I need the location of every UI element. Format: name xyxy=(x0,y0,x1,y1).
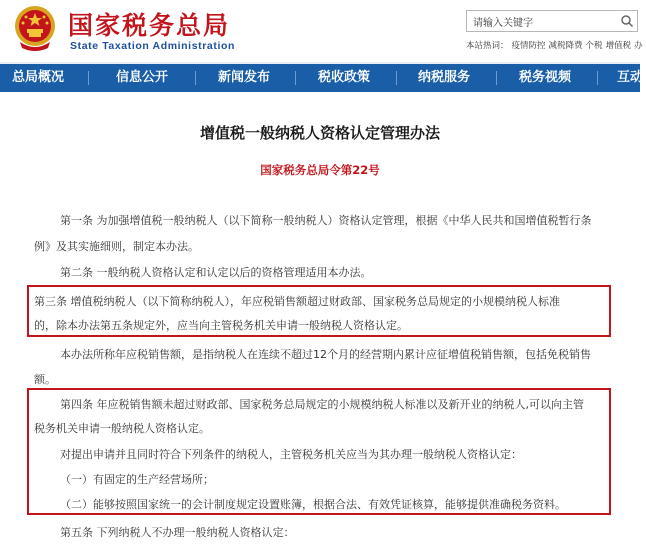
hot-word-link[interactable]: 疫情防控 xyxy=(511,41,546,51)
article-line: 本办法所称年应税销售额，是指纳税人在连续不超过12个月的经营期内累计应征增值税销售额，包括免税销售 xyxy=(60,348,591,361)
nav-divider xyxy=(597,71,598,85)
article-line: 额。 xyxy=(34,373,56,386)
nav-divider xyxy=(496,71,497,85)
hot-words xyxy=(466,39,646,51)
article-line: 第一条 为加强增值税一般纳税人（以下简称一般纳税人）资格认定管理，根据《中华人民共和国增值税暂行条 xyxy=(60,214,592,227)
article-line: （二）能够按照国家统一的会计制度规定设置账簿，根据合法、有效凭证核算，能够提供准确税务资料。 xyxy=(60,498,566,511)
article-line: 的，除本办法第五条规定外，应当向主管税务机关申请一般纳税人资格认定。 xyxy=(34,319,408,332)
site-title[interactable]: 国家税务总局 xyxy=(68,11,231,40)
article-line: 第四条 年应税销售额未超过财政部、国家税务总局规定的小规模纳税人标准以及新开业的纳税人,可以向主管 xyxy=(60,398,584,411)
nav-divider xyxy=(195,71,196,85)
main-nav xyxy=(0,62,644,92)
article-title: 增值税一般纳税人资格认定管理办法 xyxy=(199,124,440,142)
national-emblem-icon[interactable] xyxy=(12,4,58,54)
nav-item-video[interactable]: 税务视频 xyxy=(519,70,572,85)
article-line: 例》及其实施细则，制定本办法。 xyxy=(34,240,199,253)
search-box xyxy=(466,10,638,32)
hot-word-link[interactable]: 增值税 xyxy=(605,41,632,51)
article-line: （一）有固定的生产经营场所； xyxy=(60,473,214,486)
hot-words-label: 本站热词： xyxy=(466,41,509,51)
site-header xyxy=(0,0,643,60)
nav-item-interact[interactable]: 互动 xyxy=(617,70,644,85)
nav-divider xyxy=(396,71,397,85)
search-input[interactable] xyxy=(471,14,625,34)
nav-item-news[interactable]: 新闻发布 xyxy=(218,70,271,85)
hot-word-link[interactable]: 个税 xyxy=(585,41,603,51)
site-subtitle: State Taxation Administration xyxy=(70,40,235,52)
search-icon[interactable] xyxy=(620,14,634,28)
hot-word-link[interactable]: 减税降费 xyxy=(548,41,583,51)
article-line: 对提出申请并且同时符合下列条件的纳税人，主管税务机关应当为其办理一般纳税人资格认定： xyxy=(60,448,522,461)
article-line: 第五条 下列纳税人不办理一般纳税人资格认定： xyxy=(60,526,295,539)
nav-item-info[interactable]: 信息公开 xyxy=(116,70,169,85)
article-line: 税务机关申请一般纳税人资格认定。 xyxy=(34,422,210,435)
order-number: 国家税务总局令第22号 xyxy=(260,163,380,177)
nav-item-overview[interactable]: 总局概况 xyxy=(12,70,65,85)
hot-word-link[interactable]: 办 xyxy=(634,41,643,51)
article-line: 第二条 一般纳税人资格认定和认定以后的资格管理适用本办法。 xyxy=(60,266,372,279)
nav-item-policy[interactable]: 税收政策 xyxy=(318,70,371,85)
nav-item-service[interactable]: 纳税服务 xyxy=(418,70,471,85)
article-line: 第三条 增值税纳税人（以下简称纳税人），年应税销售额超过财政部、国家税务总局规定的小规模纳税人标准 xyxy=(34,295,560,308)
nav-divider xyxy=(88,71,89,85)
nav-divider xyxy=(295,71,296,85)
